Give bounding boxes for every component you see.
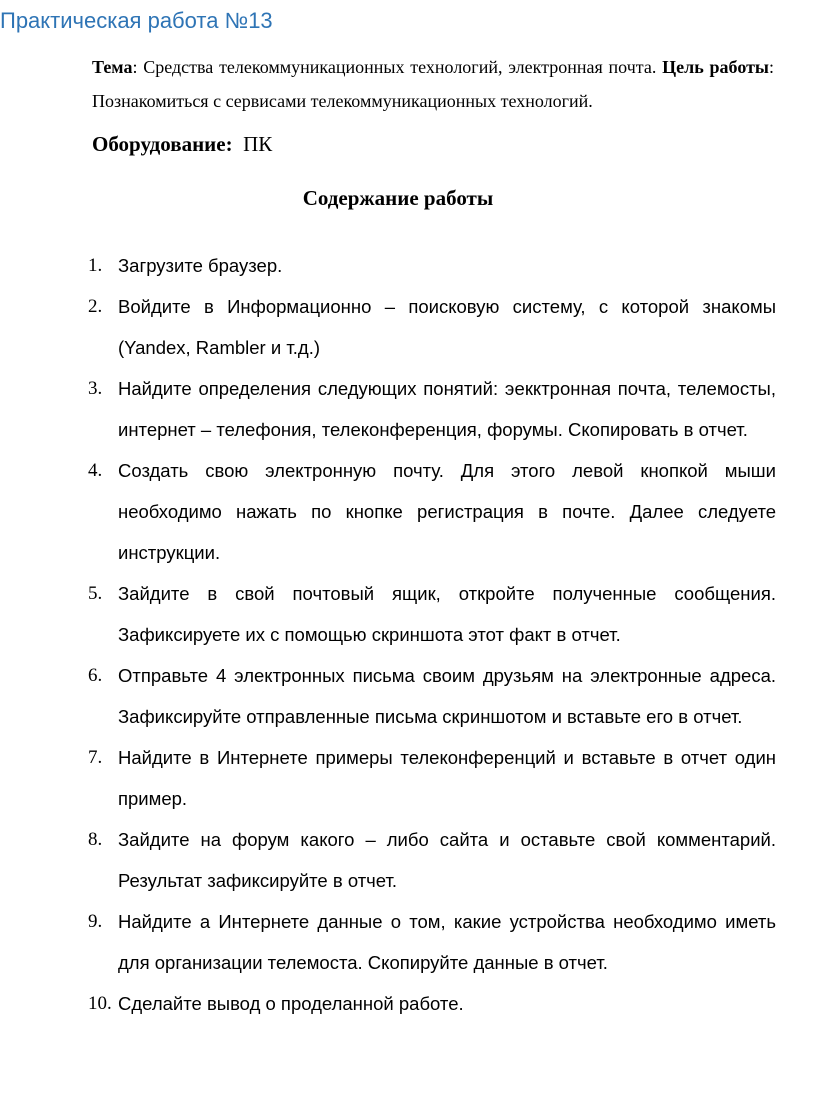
step-text: Войдите в Информационно – поисковую систему, с которой знакомы (Yandex, Rambler и т.д.) xyxy=(118,296,776,358)
list-item xyxy=(88,286,776,368)
list-item xyxy=(88,450,776,573)
step-number: 2. xyxy=(88,296,103,317)
step-number: 7. xyxy=(88,747,103,768)
topic-goal-paragraph xyxy=(92,50,774,118)
topic-label: Тема xyxy=(92,57,133,77)
step-text: Найдите а Интернете данные о том, какие устройства необходимо иметь для организации телемоста. Скопируйте данные в отчет. xyxy=(118,911,776,973)
list-item xyxy=(88,368,776,450)
list-item xyxy=(88,655,776,737)
steps-list xyxy=(88,245,776,1024)
content-heading: Содержание работы xyxy=(302,186,494,210)
list-item xyxy=(88,819,776,901)
list-item xyxy=(88,983,776,1024)
page-title: Практическая работа №13 xyxy=(0,8,273,33)
step-text: Найдите определения следующих понятий: эекктронная почта, телемосты, интернет – телефония, телеконференция, форумы. Скопировать в отчет. xyxy=(118,378,776,440)
list-item xyxy=(88,573,776,655)
list-item xyxy=(88,901,776,983)
step-text: Зайдите на форум какого – либо сайта и оставьте свой комментарий. Результат зафиксируйте в отчет. xyxy=(118,829,776,891)
step-number: 9. xyxy=(88,911,103,932)
list-item xyxy=(88,245,776,286)
equipment-label: Оборудование: xyxy=(92,132,233,156)
step-number: 4. xyxy=(88,460,103,481)
step-number: 6. xyxy=(88,665,103,686)
step-number: 10. xyxy=(88,993,112,1014)
goal-text: : Познакомиться с сервисами телекоммуникационных технологий. xyxy=(92,57,774,111)
equipment-value: ПК xyxy=(243,132,273,156)
goal-label: Цель работы xyxy=(662,57,769,77)
step-number: 8. xyxy=(88,829,103,850)
list-item xyxy=(88,737,776,819)
step-text: Зайдите в свой почтовый ящик, откройте полученные сообщения. Зафиксируете их с помощью скриншота этот факт в отчет. xyxy=(118,583,776,645)
equipment-line xyxy=(92,132,272,157)
step-text: Загрузите браузер. xyxy=(118,255,283,276)
step-text: Отправьте 4 электронных письма своим друзьям на электронные адреса. Зафиксируйте отправленные письма скриншотом и вставьте его в отчет. xyxy=(118,665,776,727)
step-text: Найдите в Интернете примеры телеконференций и вставьте в отчет один пример. xyxy=(118,747,776,809)
step-number: 1. xyxy=(88,255,103,276)
step-number: 5. xyxy=(88,583,103,604)
step-text: Создать свою электронную почту. Для этого левой кнопкой мыши необходимо нажать по кнопке регистрация в почте. Далее следуете инструкции. xyxy=(118,460,776,563)
step-text: Сделайте вывод о проделанной работе. xyxy=(118,993,464,1014)
step-number: 3. xyxy=(88,378,103,399)
topic-text: : Средства телекоммуникационных технологий, электронная почта. xyxy=(132,57,657,77)
